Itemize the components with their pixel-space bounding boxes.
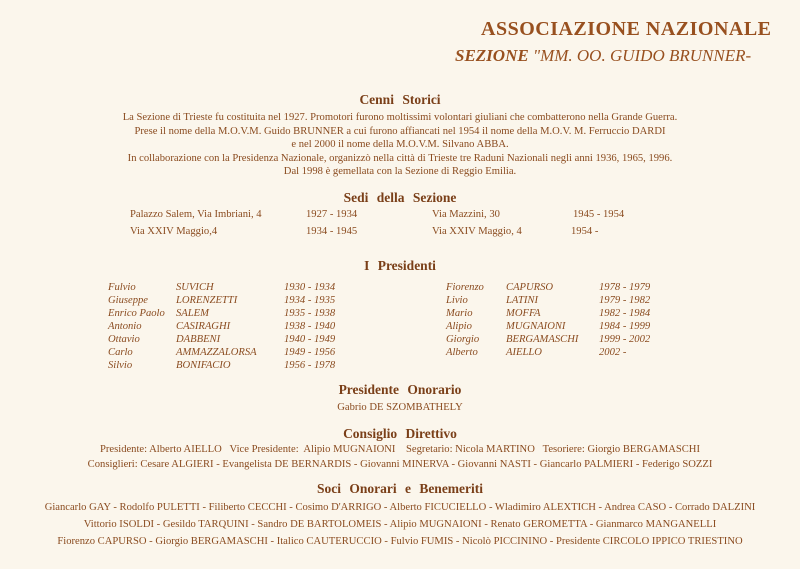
president-first: Ottavio	[108, 334, 140, 345]
board-heading-wrap	[0, 426, 800, 442]
section-name: "MM. OO. GUIDO BRUNNER-	[532, 46, 752, 65]
honorary-heading-wrap	[0, 382, 800, 398]
members-heading-wrap	[0, 481, 800, 497]
history-line: In collaborazione con la Presidenza Nazionale, organizzò nella città di Trieste tre Raduni Nazionali negli anni 1936, 1965, 1996.	[127, 152, 673, 164]
president-first: Silvio	[108, 360, 133, 371]
seat-years: 1945 - 1954	[573, 209, 625, 220]
president-first: Fiorenzo	[446, 282, 484, 293]
board-officers: Presidente: Alberto AIELLO Vice Presidente: Alipio MUGNAIONI Segretario: Nicola MARTINO Tesoriere: Giorgio BERGAMASCHI	[100, 444, 700, 455]
history-heading-wrap	[0, 92, 800, 108]
president-last: BERGAMASCHI	[506, 334, 579, 345]
members-list	[0, 499, 800, 550]
president-years: 1978 - 1979	[599, 282, 651, 293]
president-first: Antonio	[108, 321, 142, 332]
president-first: Alberto	[446, 347, 478, 358]
association-title: ASSOCIAZIONE NAZIONALE	[481, 18, 772, 40]
president-last: DABBENI	[176, 334, 221, 345]
president-last: MUGNAIONI	[506, 321, 566, 332]
history-line: La Sezione di Trieste fu costituita nel 1927. Promotori furono moltissimi volontari giuliani che combatterono nella Grande Guerra.	[122, 112, 678, 123]
board-heading: Consiglio Direttivo	[343, 426, 457, 441]
president-first: Giorgio	[446, 334, 480, 345]
history-line: Prese il nome della M.O.V.M. Guido BRUNNER a cui furono affiancati nel 1954 il nome della M.O.V. M. Ferruccio DARDI	[134, 125, 666, 137]
members-line: Fiorenzo CAPURSO - Giorgio BERGAMASCHI - Italico CAUTERUCCIO - Fulvio FUMIS - Nicolò PICCININO - Presidente CIRCOLO IPPICO TRIESTINO	[57, 536, 743, 547]
president-last: LATINI	[506, 295, 538, 306]
honorary-name: Gabrio DE SZOMBATHELY	[337, 402, 463, 413]
president-last: AMMAZZALORSA	[176, 347, 257, 358]
seats-heading: Sedi della Sezione	[343, 190, 457, 205]
seat-years: 1954 -	[571, 226, 599, 237]
president-first: Alipio	[446, 321, 472, 332]
president-first: Carlo	[108, 347, 133, 358]
history-heading: Cenni Storici	[359, 92, 441, 107]
president-last: CAPURSO	[506, 282, 554, 293]
seat-place: Via Mazzini, 30	[432, 209, 500, 220]
president-first: Fulvio	[108, 282, 136, 293]
members-line: Vittorio ISOLDI - Gesildo TARQUINI - Sandro DE BARTOLOMEIS - Alipio MUGNAIONI - Renato GEROMETTA - Gianmarco MANGANELLI	[83, 519, 717, 530]
president-last: BONIFACIO	[176, 360, 231, 371]
history-line: e nel 2000 il nome della M.O.V.M. Silvano ABBA.	[291, 139, 509, 151]
section-label: SEZIONE	[455, 46, 529, 65]
president-years: 1999 - 2002	[599, 334, 651, 345]
seats-heading-wrap	[0, 190, 800, 206]
history-text	[0, 111, 800, 179]
president-years: 1982 - 1984	[599, 308, 651, 319]
president-first: Enrico Paolo	[108, 308, 165, 319]
section-title	[455, 46, 751, 66]
history-line: Dal 1998 è gemellata con la Sezione di Reggio Emilia.	[283, 166, 517, 178]
president-years: 1930 - 1934	[284, 282, 336, 293]
members-line: Giancarlo GAY - Rodolfo PULETTI - Filiberto CECCHI - Cosimo D'ARRIGO - Alberto FICUCIELLO - Wladimiro ALEXTICH - Andrea CASO - Corrado DALZINI	[44, 502, 756, 513]
president-years: 1934 - 1935	[284, 295, 336, 306]
seat-years: 1927 - 1934	[306, 209, 358, 220]
seat-place: Palazzo Salem, Via Imbriani, 4	[130, 209, 262, 220]
president-first: Giuseppe	[108, 295, 149, 306]
president-first: Mario	[446, 308, 473, 319]
president-years: 1979 - 1982	[599, 295, 651, 306]
president-years: 1940 - 1949	[284, 334, 336, 345]
presidents-heading-wrap	[0, 258, 800, 274]
president-last: LORENZETTI	[176, 295, 238, 306]
president-years: 2002 -	[599, 347, 627, 358]
president-years: 1935 - 1938	[284, 308, 336, 319]
president-years: 1984 - 1999	[599, 321, 651, 332]
board-councillors: Consiglieri: Cesare ALGIERI - Evangelista DE BERNARDIS - Giovanni MINERVA - Giovanni NASTI - Giancarlo PALMIERI - Federigo SOZZI	[87, 459, 713, 470]
president-last: SUVICH	[176, 282, 214, 293]
president-years: 1938 - 1940	[284, 321, 336, 332]
members-heading: Soci Onorari e Benemeriti	[316, 481, 484, 496]
president-last: SALEM	[176, 308, 209, 319]
seat-place: Via XXIV Maggio,4	[130, 226, 218, 237]
presidents-heading: I Presidenti	[364, 258, 436, 273]
president-first: Livio	[446, 295, 468, 306]
honorary-heading: Presidente Onorario	[338, 382, 462, 397]
seat-place: Via XXIV Maggio, 4	[432, 226, 522, 237]
seat-years: 1934 - 1945	[306, 226, 358, 237]
president-last: AIELLO	[506, 347, 542, 358]
president-years: 1949 - 1956	[284, 347, 336, 358]
president-last: MOFFA	[506, 308, 541, 319]
president-years: 1956 - 1978	[284, 360, 336, 371]
president-last: CASIRAGHI	[176, 321, 231, 332]
